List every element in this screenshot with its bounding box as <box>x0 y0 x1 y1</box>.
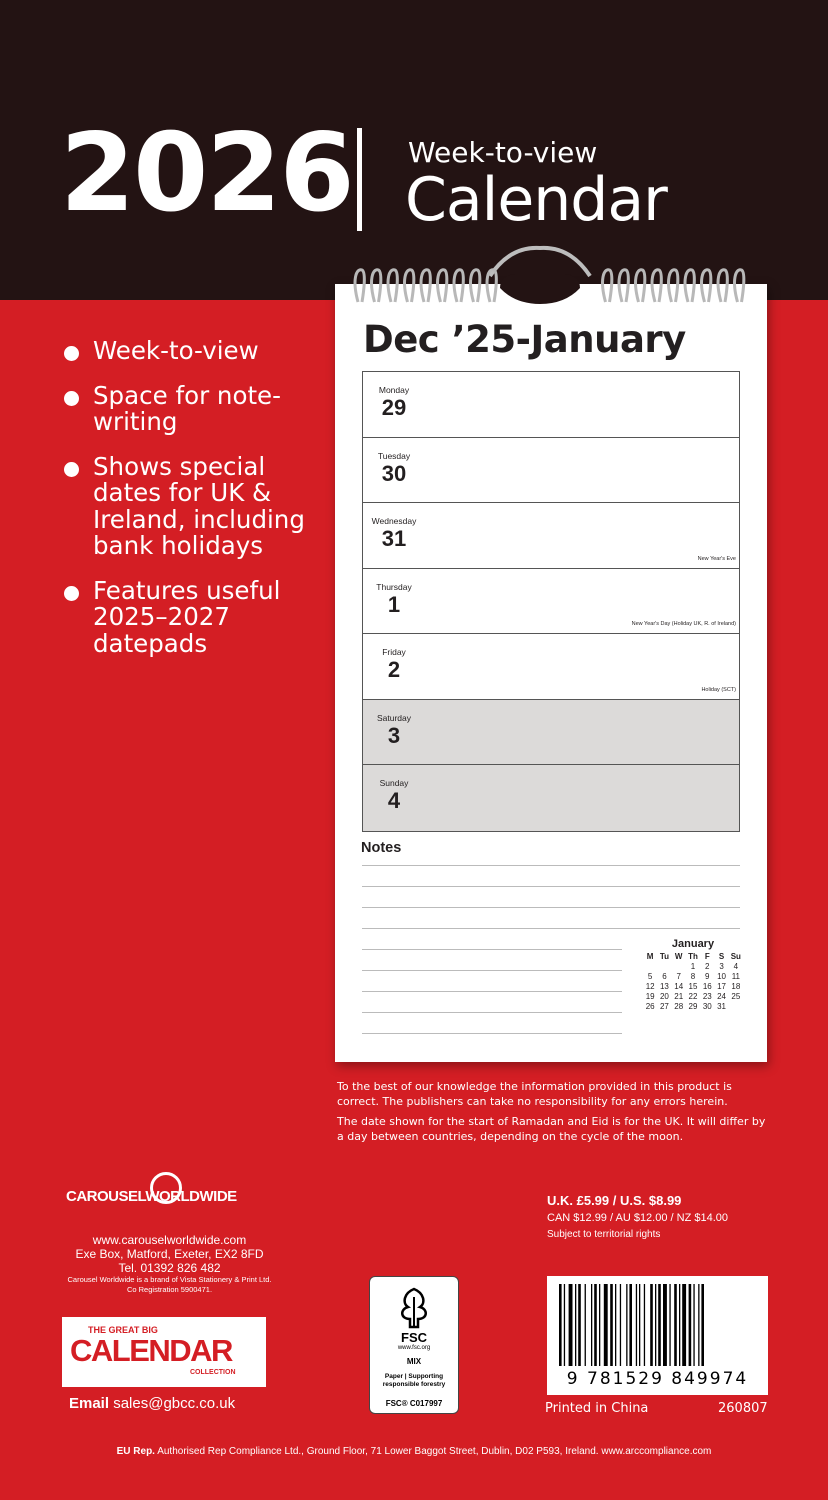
barcode <box>547 1276 768 1395</box>
barcode-bar <box>564 1284 565 1366</box>
barcode-bar <box>594 1284 597 1366</box>
day-name: Sunday <box>379 778 409 788</box>
mini-cal-day: 16 <box>702 982 712 991</box>
mini-cal-day: 19 <box>645 992 655 1001</box>
mini-calendar-title: January <box>671 938 715 950</box>
barcode-bar <box>663 1284 667 1366</box>
calendar-page-title: Dec ’25-January <box>363 318 686 361</box>
note-line <box>362 991 622 992</box>
feature-item: Space for note-writing <box>62 383 332 436</box>
barcode-bar <box>689 1284 692 1366</box>
mini-cal-header: W <box>674 952 683 961</box>
feature-item: Features useful 2025–2027 datepads <box>62 578 332 658</box>
note-line <box>362 970 622 971</box>
mini-cal-day <box>657 962 671 971</box>
day-note: Holiday (SCT) <box>701 686 736 693</box>
spiral-coil <box>685 270 694 302</box>
mini-cal-day: 2 <box>705 962 710 971</box>
barcode-bar <box>658 1284 661 1366</box>
publisher-info: www.carouselworldwide.com Exe Box, Matford, Exeter, EX2 8FD Tel. 01392 826 482 Carousel Worldwide is a brand of Vista Stationery & Print Ltd. Co Registration 5900471. <box>67 1233 272 1294</box>
spiral-coil <box>372 270 381 302</box>
note-line <box>362 1033 622 1034</box>
mini-cal-day: 4 <box>733 962 739 971</box>
barcode-bar <box>559 1284 562 1366</box>
mini-cal-day <box>729 1002 743 1011</box>
mini-cal-day: 25 <box>731 992 741 1001</box>
mini-calendar-grid <box>643 952 743 1011</box>
mini-cal-header: S <box>718 952 725 961</box>
barcode-bar <box>639 1284 640 1366</box>
mini-cal-day: 31 <box>717 1002 727 1011</box>
barcode-bar <box>610 1284 613 1366</box>
note-line <box>362 1012 622 1013</box>
mini-cal-day <box>643 962 657 971</box>
spiral-coil <box>454 270 463 302</box>
day-note: New Year's Eve <box>697 555 736 562</box>
mini-cal-day: 14 <box>674 982 684 991</box>
bullet-icon <box>64 462 79 477</box>
calendar-page <box>335 284 767 1062</box>
mini-cal-day: 17 <box>717 982 727 991</box>
barcode-bar <box>615 1284 616 1366</box>
day-row <box>363 503 739 569</box>
barcode-bar <box>591 1284 592 1366</box>
note-line <box>362 928 740 929</box>
mini-calendar <box>643 938 743 1011</box>
day-name: Wednesday <box>371 516 417 526</box>
day-name: Thursday <box>376 581 412 592</box>
barcode-bar <box>585 1284 586 1366</box>
barcode-bar <box>644 1284 645 1366</box>
price-other: CAN $12.99 / AU $12.00 / NZ $14.00 <box>547 1212 729 1224</box>
barcode-bar <box>626 1284 627 1366</box>
bullet-icon <box>64 346 79 361</box>
mini-cal-day: 24 <box>717 992 727 1001</box>
mini-cal-day: 5 <box>647 972 653 981</box>
week-grid <box>362 371 740 832</box>
bullet-icon <box>64 391 79 406</box>
spiral-coil <box>669 270 678 302</box>
note-line <box>362 907 740 908</box>
mini-cal-day: 12 <box>645 982 655 991</box>
notes-label: Notes <box>361 840 402 856</box>
day-number: 4 <box>387 788 401 813</box>
printed-in: Printed in China <box>545 1401 649 1416</box>
mini-cal-day: 1 <box>690 962 696 971</box>
mini-cal-day: 15 <box>688 982 698 991</box>
day-number: 31 <box>381 526 407 551</box>
feature-item: Week-to-view <box>62 338 332 365</box>
spiral-coil <box>603 270 612 302</box>
day-number: 1 <box>387 591 401 617</box>
day-name: Friday <box>382 647 406 657</box>
mini-cal-day: 7 <box>676 972 681 981</box>
mini-cal-header: Tu <box>659 952 670 961</box>
price-note: Subject to territorial rights <box>547 1229 661 1240</box>
mini-cal-day: 28 <box>674 1002 684 1011</box>
barcode-bar <box>701 1284 704 1366</box>
mini-cal-day: 26 <box>645 1002 655 1011</box>
subtitle-calendar: Calendar <box>405 165 667 235</box>
barcode-bar <box>599 1284 600 1366</box>
barcode-bar <box>655 1284 656 1366</box>
day-row <box>363 372 739 438</box>
mini-cal-header: Su <box>730 952 741 961</box>
mini-cal-day: 3 <box>719 962 724 971</box>
mini-cal-day: 22 <box>688 992 698 1001</box>
mini-cal-day: 20 <box>659 992 669 1001</box>
day-row <box>363 438 739 504</box>
day-name: Saturday <box>376 712 412 723</box>
day-number: 30 <box>381 460 407 486</box>
price-main: U.K. £5.99 / U.S. $8.99 <box>547 1193 682 1208</box>
spiral-coil <box>421 270 430 302</box>
barcode-bar <box>620 1284 621 1366</box>
gbcc-logo: THE GREAT BIG CALENDAR COLLECTION <box>62 1317 266 1387</box>
eu-rep-line: EU Rep. Authorised Rep Compliance Ltd., Ground Floor, 71 Lower Baggot Street, Dublin, D02 P593, Ireland. www.arccompliance.com <box>116 1446 712 1457</box>
barcode-icon <box>555 1284 760 1366</box>
mini-cal-day: 9 <box>705 972 710 981</box>
spiral-coil <box>619 270 628 302</box>
spiral-coil <box>702 270 711 302</box>
bullet-icon <box>64 586 79 601</box>
mini-cal-header: F <box>704 952 710 961</box>
day-number: 3 <box>387 722 401 748</box>
barcode-bar <box>682 1284 686 1366</box>
barcode-bar <box>650 1284 653 1366</box>
note-line <box>362 886 740 887</box>
spiral-coil <box>405 270 414 302</box>
carousel-logo: CAROUSELWORLDWIDE <box>66 1188 237 1205</box>
isbn-number: 9 781529 849974 <box>566 1369 749 1389</box>
barcode-bar <box>604 1284 608 1366</box>
spiral-coil <box>652 270 661 302</box>
title-divider <box>357 128 362 231</box>
barcode-bar <box>693 1284 694 1366</box>
spiral-coil <box>355 270 364 302</box>
mini-cal-header: Th <box>688 952 698 961</box>
email-line: Email sales@gbcc.co.uk <box>69 1395 236 1412</box>
spiral-coil <box>636 270 645 302</box>
barcode-bar <box>629 1284 632 1366</box>
spiral-coil <box>735 270 744 302</box>
spiral-coil <box>438 270 447 302</box>
mini-cal-day: 11 <box>731 972 740 981</box>
disclaimer: To the best of our knowledge the information provided in this product is correct. The publishers can take no responsibility for any errors herein. The date shown for the start of Ramadan and Eid is for the UK. It will differ by a day between countries, depending on the cycle of the moon. <box>337 1080 766 1143</box>
mini-cal-day: 8 <box>690 972 696 981</box>
mini-cal-day: 30 <box>702 1002 712 1011</box>
day-name: Monday <box>378 385 410 395</box>
mini-cal-day: 27 <box>659 1002 669 1011</box>
barcode-bar <box>636 1284 637 1366</box>
spiral-coil <box>388 270 397 302</box>
day-number: 29 <box>381 395 407 420</box>
spiral-coil <box>718 270 727 302</box>
mini-cal-day: 13 <box>659 982 669 991</box>
subtitle-week-to-view: Week-to-view <box>408 136 598 169</box>
note-line <box>362 865 740 866</box>
mini-cal-day: 6 <box>662 972 667 981</box>
barcode-bar <box>578 1284 581 1366</box>
mini-cal-header: M <box>646 952 654 961</box>
barcode-bar <box>669 1284 670 1366</box>
day-name: Tuesday <box>377 450 411 461</box>
barcode-bar <box>569 1284 573 1366</box>
mini-cal-day <box>672 962 686 971</box>
feature-list <box>62 338 332 675</box>
mini-cal-day: 18 <box>731 982 741 991</box>
barcode-bar <box>674 1284 677 1366</box>
fsc-tree-icon <box>394 1285 434 1329</box>
day-row <box>363 569 739 635</box>
barcode-bar <box>575 1284 576 1366</box>
mini-cal-day: 23 <box>702 992 712 1001</box>
mini-cal-day: 10 <box>717 972 727 981</box>
barcode-bar <box>698 1284 699 1366</box>
note-line <box>362 949 622 950</box>
mini-cal-day: 29 <box>688 1002 698 1011</box>
day-row <box>363 765 739 831</box>
day-number: 2 <box>387 657 401 682</box>
mini-cal-day: 21 <box>674 992 684 1001</box>
spiral-coil <box>471 270 480 302</box>
day-row <box>363 700 739 766</box>
fsc-label: FSC www.fsc.org MIX Paper | Supporting responsible forestry FSC® C017997 <box>369 1276 459 1414</box>
day-note: New Year's Day (Holiday UK, R. of Ireland) <box>631 621 736 627</box>
day-row <box>363 634 739 700</box>
barcode-bar <box>679 1284 680 1366</box>
year-title: 2026 <box>60 111 353 236</box>
feature-item: Shows special dates for UK & Ireland, including bank holidays <box>62 454 332 560</box>
product-code: 260807 <box>718 1401 768 1416</box>
spiral-binding-icon <box>340 240 760 310</box>
